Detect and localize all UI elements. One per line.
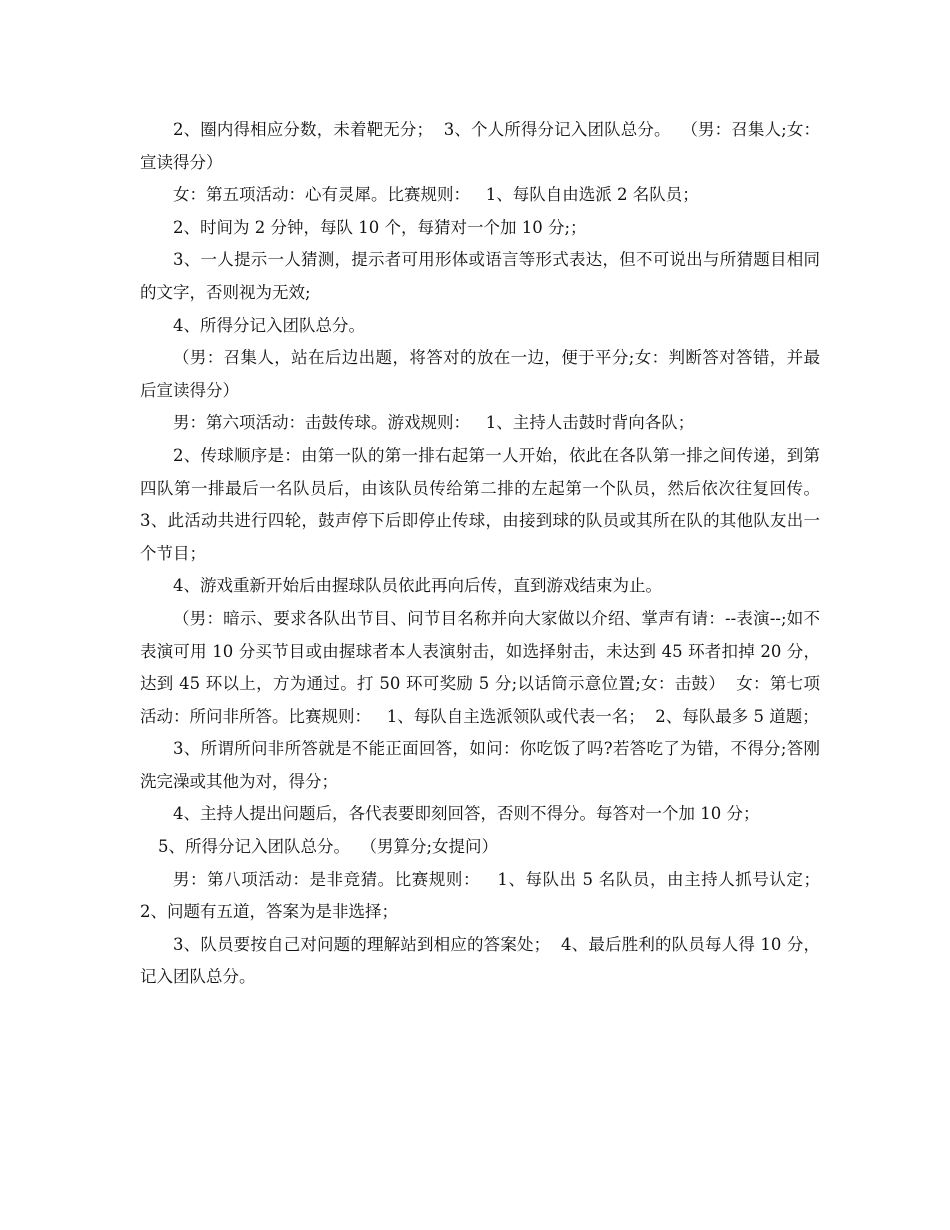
paragraph: （男：暗示、要求各队出节目、问节目名称并向大家做以介绍、掌声有请：--表演--;如不表演可用 10 分买节目或由握球者本人表演射击，如选择射击，未达到 45 环者扣掉 20 分，达到 45 环以上，方为通过。打 50 环可奖励 5 分;以话筒示意位置;女：击鼓） 女：第七项活动：所问非所答。比赛规则： 1、每队自主选派领队或代表一名； 2、每队最多 5 道题； [140, 608, 820, 726]
paragraph: 男：第六项活动：击鼓传球。游戏规则： 1、主持人击鼓时背向各队； [173, 413, 695, 433]
paragraph: 3、队员要按自己对问题的理解站到相应的答案处； 4、最后胜利的队员每人得 10 分，记入团队总分。 [140, 934, 820, 987]
paragraph: 4、主持人提出问题后，各代表要即刻回答，否则不得分。每答对一个加 10 分； [173, 804, 760, 824]
paragraph: 5、所得分记入团队总分。 （男算分;女提问） [158, 837, 499, 857]
paragraph: 女：第五项活动：心有灵犀。比赛规则： 1、每队自由选派 2 名队员； [173, 185, 699, 205]
paragraph: （男：召集人，站在后边出题，将答对的放在一边，便于平分;女：判断答对答错，并最后宣读得分） [140, 348, 820, 400]
paragraph: 男：第八项活动：是非竞猜。比赛规则： 1、每队出 5 名队员，由主持人抓号认定； 2、问题有五道，答案为是非选择； [140, 869, 831, 922]
document-body [140, 114, 836, 994]
paragraph: 2、时间为 2 分钟，每队 10 个，每猜对一个加 10 分;； [173, 217, 587, 237]
paragraph: 4、游戏重新开始后由握球队员依此再向后传，直到游戏结束为止。 [173, 576, 662, 596]
paragraph: 2、圈内得相应分数，未着靶无分； 3、个人所得分记入团队总分。 （男：召集人;女：宣读得分） [140, 120, 820, 172]
paragraph: 4、所得分记入团队总分。 [173, 315, 365, 335]
paragraph: 3、所谓所问非所答就是不能正面回答，如问：你吃饭了吗?若答吃了为错，不得分;答刚洗完澡或其他为对，得分； [140, 739, 820, 791]
paragraph: 3、一人提示一人猜测，提示者可用形体或语言等形式表达，但不可说出与所猜题目相同的文字，否则视为无效; [140, 250, 820, 302]
paragraph: 2、传球顺序是：由第一队的第一排右起第一人开始，依此在各队第一排之间传递，到第四队第一排最后一名队员后，由该队员传给第二排的左起第一个队员，然后依次往复回传。 3、此活动共进行四轮，鼓声停下后即停止传球，由接到球的队员或其所在队的其他队友出一个节目； [140, 445, 836, 563]
